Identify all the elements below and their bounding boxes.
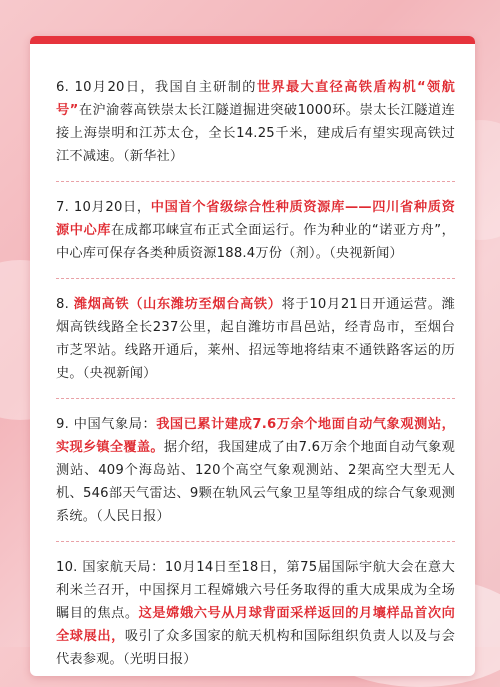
news-item-8 (56, 278, 455, 385)
news-item-6 (56, 76, 455, 168)
news-item-text: 在沪渝蓉高铁崇太长江隧道掘进突破1000环。崇太长江隧道连接上海崇明和江苏太仓，全长14.25千米，建成后有望实现高铁过江不减速。（新华社） (56, 103, 455, 164)
news-item-text: 10. 国家航天局：10月14日至18日，第75届国际宇航大会在意大利米兰召开，中国探月工程嫦娥六号任务取得的重大成果成为全场瞩目的焦点。 (56, 560, 455, 621)
news-item-text: 将于10月21日开通运营。潍烟高铁线路全长237公里，起自潍坊市昌邑站，经青岛市，至烟台市芝罘站。线路开通后，莱州、招远等地将结束不通铁路客运的历史。（央视新闻） (56, 297, 455, 381)
news-item-highlight: 我国已累计建成7.6万余个地面自动气象观测站，实现乡镇全覆盖。 (56, 417, 455, 455)
news-item-7 (56, 181, 455, 265)
news-item-highlight: 这是嫦娥六号从月球背面采样返回的月壤样品首次向全球展出， (56, 606, 455, 644)
news-item-highlight: 中国首个省级综合性种质资源库——四川省种质资源中心库 (56, 200, 455, 238)
news-item-text: 7. 10月20日， (56, 200, 151, 215)
news-item-10 (56, 541, 455, 671)
news-item-highlight: 世界最大直径高铁盾构机“领航号” (56, 80, 456, 118)
news-card (30, 36, 475, 676)
news-item-text: 9. 中国气象局： (56, 417, 157, 432)
news-item-9 (56, 398, 455, 528)
news-item-text: 据介绍，我国建成了由7.6万余个地面自动气象观测站、409个海岛站、120个高空气象观测站、2架高空大型无人机、546部天气雷达、9颗在轨风云气象卫星等组成的综合气象观测系统。（人民日报） (56, 440, 455, 524)
news-item-text: 8. (56, 297, 74, 312)
news-item-text: 6. 10月20日，我国自主研制的 (56, 80, 257, 95)
news-item-text: 在成都邛崃宣布正式全面运行。作为种业的“诺亚方舟”，中心库可保存各类种质资源188.4万份（剂）。（央视新闻） (56, 223, 455, 261)
news-item-highlight: 潍烟高铁（山东潍坊至烟台高铁） (73, 297, 282, 312)
news-item-text: 吸引了众多国家的航天机构和国际组织负责人以及与会代表参观。（光明日报） (56, 629, 455, 667)
